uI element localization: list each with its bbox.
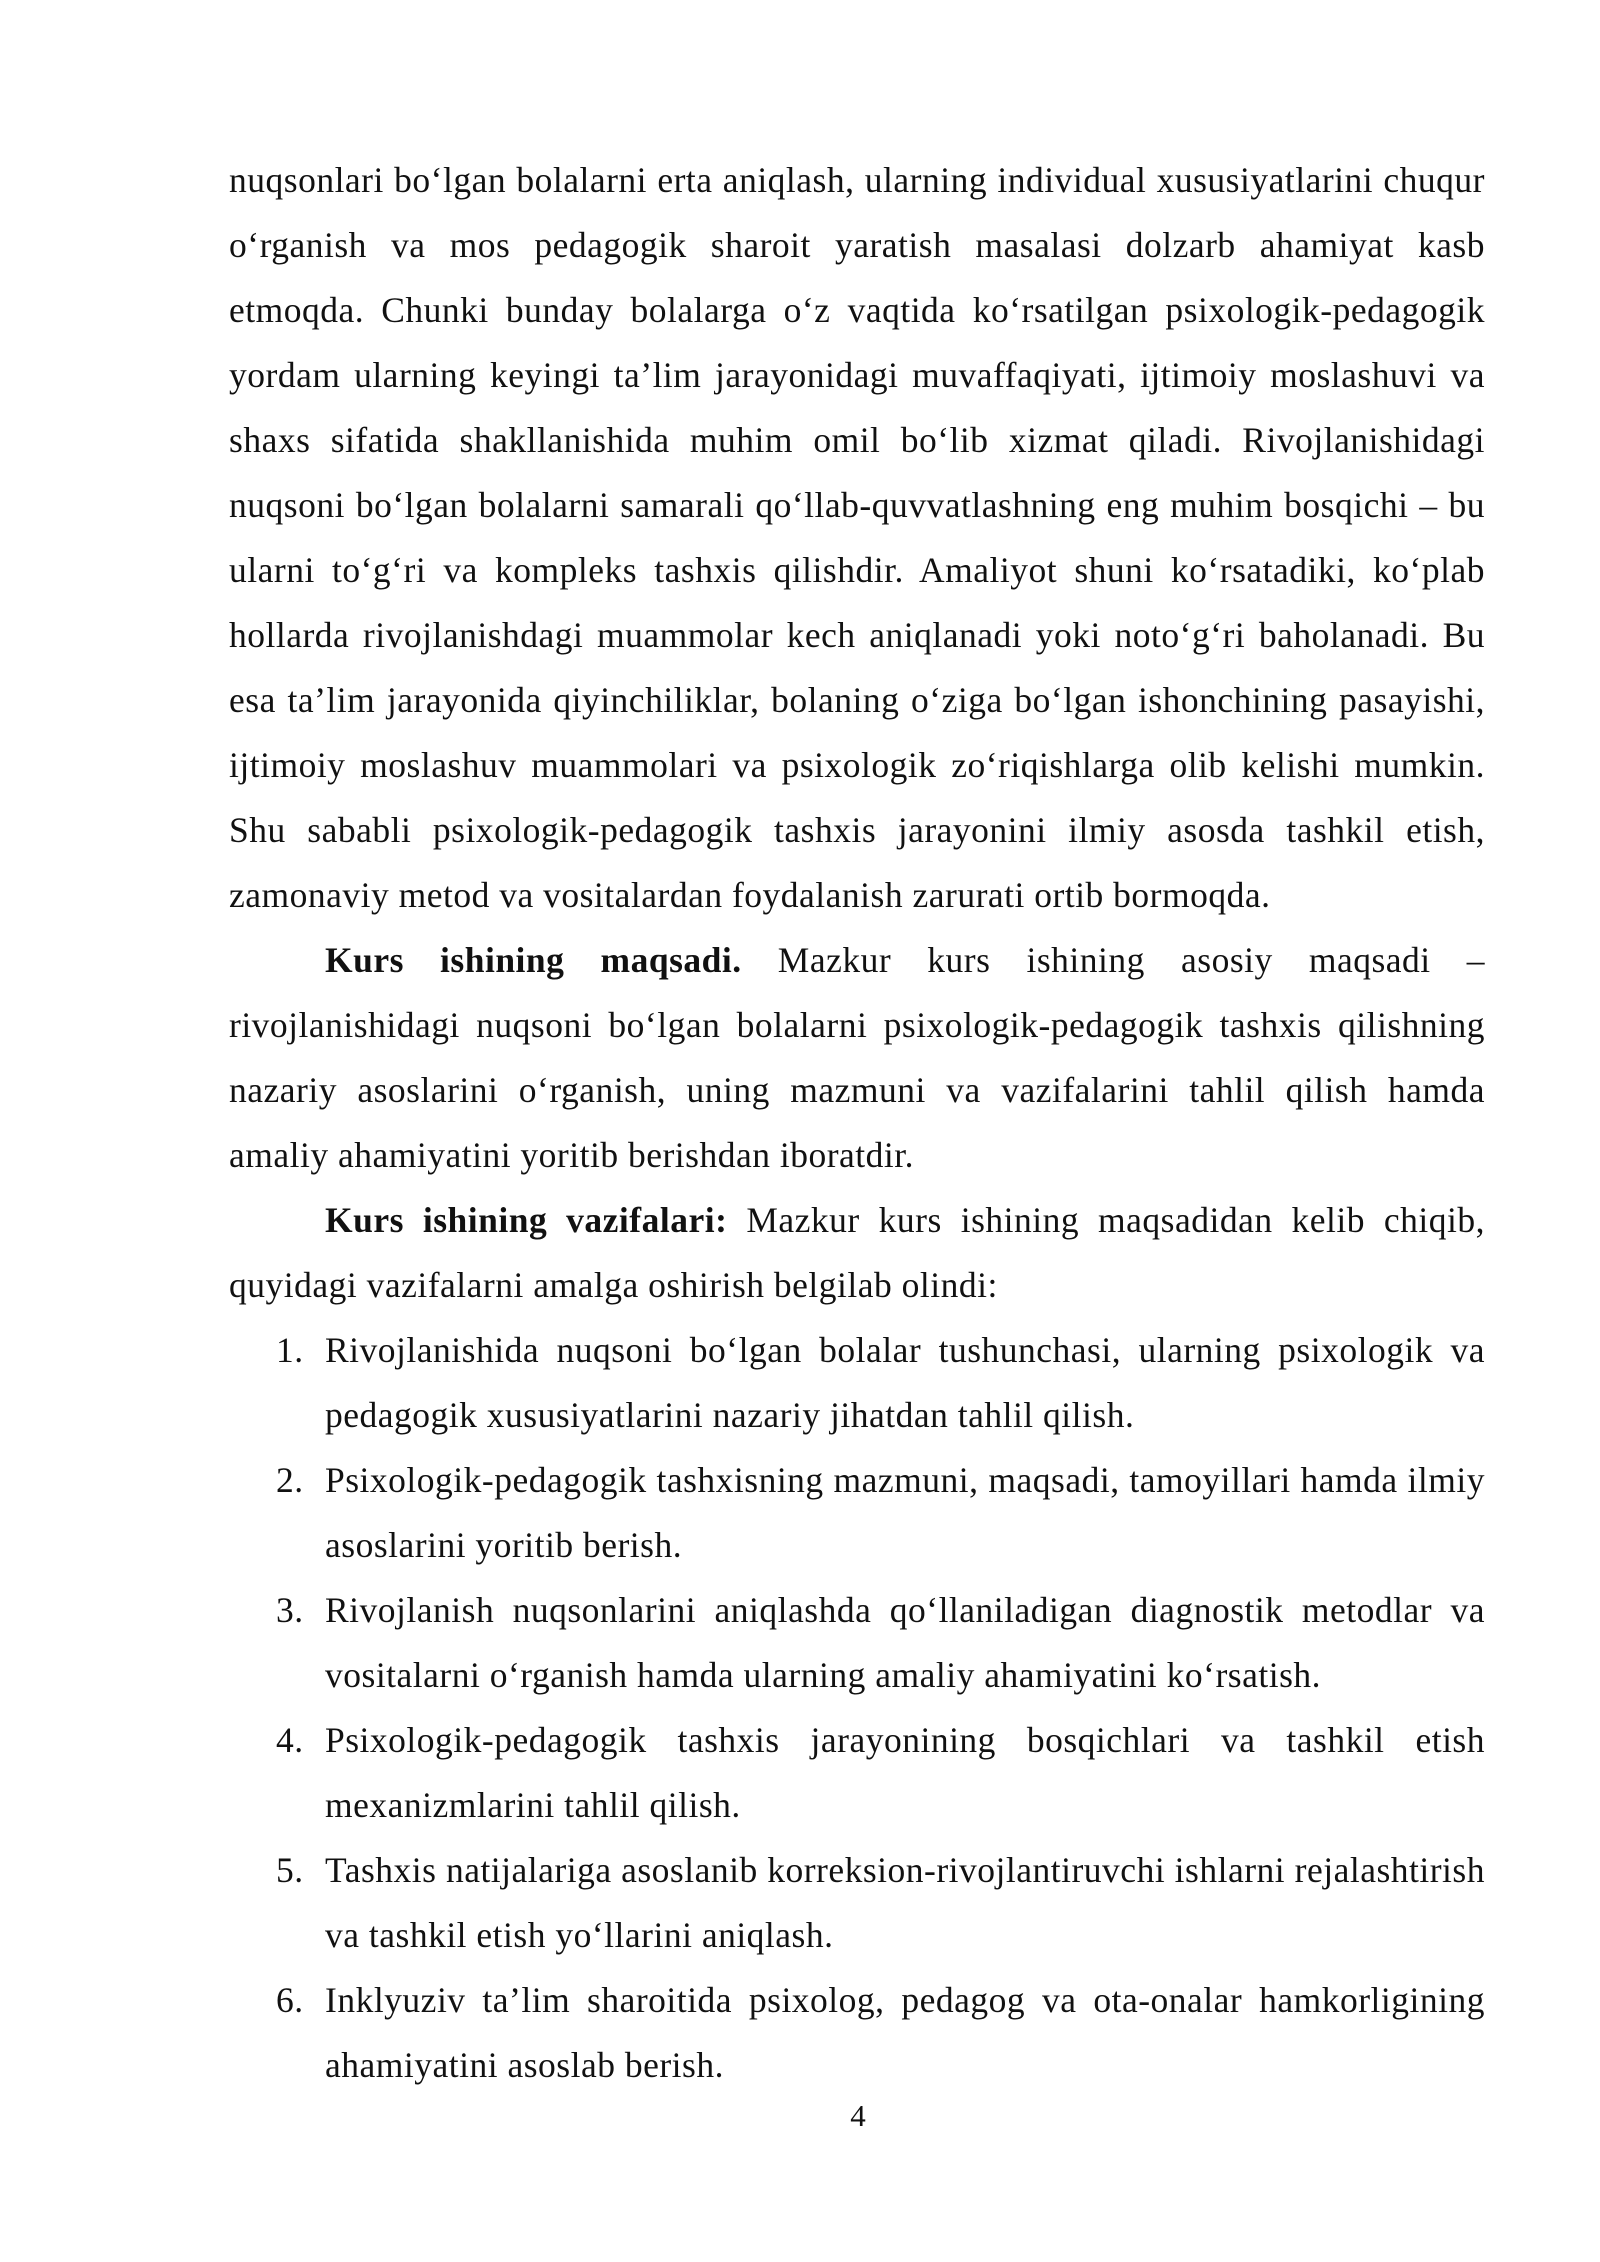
page-content	[229, 148, 1485, 2098]
tasks-list	[229, 1318, 1485, 2098]
task-text: Inklyuziv ta’lim sharoitida psixolog, pedagog va ota-onalar hamkorligining ahamiyatini asoslab berish.	[325, 1980, 1485, 2085]
task-text: Psixologik-pedagogik tashxis jarayonining bosqichlari va tashkil etish mexanizmlarini tahlil qilish.	[325, 1720, 1485, 1825]
task-item	[229, 1578, 1485, 1708]
task-number: 6.	[276, 1980, 304, 2020]
goal-paragraph	[229, 928, 1485, 1188]
goal-text: Mazkur kurs ishining asosiy maqsadi – rivojlanishidagi nuqsoni bo‘lgan bolalarni psixologik-pedagogik tashxis qilishning nazariy asoslarini o‘rganish, uning mazmuni va vazifalarini tahlil qilish hamda amaliy ahamiyatini yoritib berishdan iboratdir.	[229, 940, 1486, 1175]
task-item	[229, 1448, 1485, 1578]
task-number: 2.	[276, 1460, 304, 1500]
task-number: 3.	[276, 1590, 304, 1630]
page-number: 4	[850, 2098, 866, 2133]
task-item	[229, 1708, 1485, 1838]
tasks-paragraph	[229, 1188, 1485, 1318]
task-number: 1.	[276, 1330, 304, 1370]
task-text: Rivojlanish nuqsonlarini aniqlashda qo‘llaniladigan diagnostik metodlar va vositalarni o‘rganish hamda ularning amaliy ahamiyatini ko‘rsatish.	[325, 1590, 1485, 1695]
task-number: 4.	[276, 1720, 304, 1760]
task-number: 5.	[276, 1850, 304, 1890]
task-item	[229, 1968, 1485, 2098]
tasks-heading: Kurs ishining vazifalari:	[325, 1200, 728, 1240]
tasks-intro-text: Mazkur kurs ishining maqsadidan kelib chiqib, quyidagi vazifalarni amalga oshirish belgilab olindi:	[229, 1200, 1486, 1305]
task-item	[229, 1838, 1485, 1968]
task-text: Tashxis natijalariga asoslanib korreksion-rivojlantiruvchi ishlarni rejalashtirish va tashkil etish yo‘llarini aniqlash.	[325, 1850, 1485, 1955]
goal-heading: Kurs ishining maqsadi.	[325, 940, 742, 980]
intro-paragraph: nuqsonlari bo‘lgan bolalarni erta aniqlash, ularning individual xususiyatlarini chuqur o‘rganish va mos pedagogik sharoit yaratish masalasi dolzarb ahamiyat kasb etmoqda. Chunki bunday bolalarga o‘z vaqtida ko‘rsatilgan psixologik-pedagogik yordam ularning keyingi ta’lim jarayonidagi muvaffaqiyati, ijtimoiy moslashuvi va shaxs sifatida shakllanishida muhim omil bo‘lib xizmat qiladi. Rivojlanishidagi nuqsoni bo‘lgan bolalarni samarali qo‘llab-quvvatlashning eng muhim bosqichi – bu ularni to‘g‘ri va kompleks tashxis qilishdir. Amaliyot shuni ko‘rsatadiki, ko‘plab hollarda rivojlanishdagi muammolar kech aniqlanadi yoki noto‘g‘ri baholanadi. Bu esa ta’lim jarayonida qiyinchiliklar, bolaning o‘ziga bo‘lgan ishonchining pasayishi, ijtimoiy moslashuv muammolari va psixologik zo‘riqishlarga olib kelishi mumkin. Shu sababli psixologik-pedagogik tashxis jarayonini ilmiy asosda tashkil etish, zamonaviy metod va vositalardan foydalanish zarurati ortib bormoqda.	[229, 160, 1485, 915]
task-item	[229, 1318, 1485, 1448]
task-text: Rivojlanishida nuqsoni bo‘lgan bolalar tushunchasi, ularning psixologik va pedagogik xususiyatlarini nazariy jihatdan tahlil qilish.	[325, 1330, 1485, 1435]
task-text: Psixologik-pedagogik tashxisning mazmuni, maqsadi, tamoyillari hamda ilmiy asoslarini yoritib berish.	[325, 1460, 1485, 1565]
